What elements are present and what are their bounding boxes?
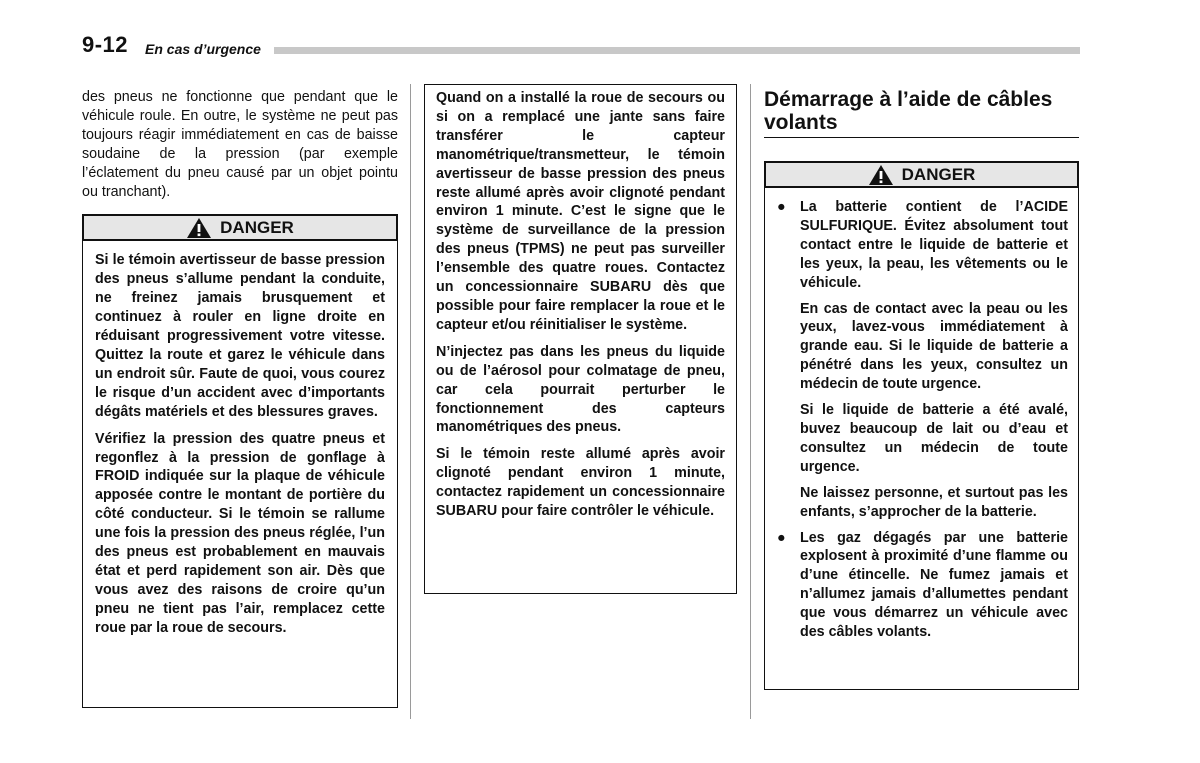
warning-icon (868, 164, 894, 186)
box-paragraph: Quand on a installé la roue de secours ou si on a remplacé une jante sans faire transférer le capteur manométrique/transmetteur, le témoin avertisseur de basse pression des pneus reste allumé après avoir clignoté pendant environ 1 minute. C’est le signe que le système de surveillance de la pression des pneus (TPMS) ne peut pas surveiller l’ensemble des quatre roues. Contactez un concessionnaire SUBARU dès que possible pour faire remplacer la roue et le capteur et/ou réinitialiser le système. (436, 90, 725, 333)
bullet-paragraph: Si le liquide de batterie a été avalé, buvez beaucoup de lait ou d’eau et consultez un médecin de toute urgence. (800, 402, 1068, 475)
bullet-icon: ● (777, 529, 786, 546)
box-paragraph: Si le témoin reste allumé après avoir clignoté pendant environ 1 minute, contactez rapidement un concessionnaire SUBARU pour faire contrôler le véhicule. (436, 446, 725, 520)
section-title: En cas d’urgence (145, 41, 261, 57)
column-1 (82, 88, 398, 708)
header-rule (274, 47, 1080, 54)
bullet-paragraph: Ne laissez personne, et surtout pas les enfants, s’approcher de la batterie. (800, 484, 1068, 520)
danger-bullet-list (773, 198, 1068, 642)
column-3 (764, 88, 1079, 690)
intro-paragraph: des pneus ne fonctionne que pendant que le véhicule roule. En outre, le système ne peut pas toujours réagir immédiatement en cas de baisse soudaine de la pression (par exemple l’éclatement du pneu causé par un objet pointu ou tranchant). (82, 89, 398, 200)
danger-box (82, 241, 398, 708)
column-2 (424, 88, 737, 594)
column-divider (750, 84, 751, 719)
danger-label: DANGER (901, 164, 976, 184)
bullet-paragraph: En cas de contact avec la peau ou les yeux, lavez-vous immédiatement à grande eau. Si le liquide de batterie a pénétré dans les yeux, consultez un médecin de toute urgence. (800, 300, 1068, 393)
page-header (82, 32, 1080, 64)
danger-header (764, 161, 1079, 188)
danger-paragraph: Si le témoin avertisseur de basse pression des pneus s’allume pendant la conduite, ne freinez jamais brusquement et continuez à rouler en ligne droite en réduisant progressivement votre vitesse. Quittez la route et garez le véhicule dans un endroit sûr. Faute de quoi, vous courez le risque d’un accident avec d’importants dégâts matériels et des blessures graves. (95, 252, 385, 420)
danger-paragraph: Vérifiez la pression des quatre pneus et regonflez à la pression de gonflage à FROID indiquée sur la plaque de véhicule apposée contre le montant de portière du côté conducteur. Si le témoin se rallume une fois la pression des pneus réglée, l’un des pneus est probablement en mauvais état et perd rapidement son air. Dès que vous avez des raisons de croire qu’un pneu ne tient pas l’air, remplacez cette roue par la roue de secours. (95, 430, 385, 636)
list-item (773, 529, 1068, 642)
danger-label: DANGER (220, 217, 294, 237)
page-number: 9-12 (82, 32, 129, 57)
list-item (773, 198, 1068, 522)
warning-continuation-box (424, 84, 737, 594)
box-paragraph: N’injectez pas dans les pneus du liquide ou de l’aérosol pour colmatage de pneu, car cela pourrait perturber le fonctionnement des capteurs manométriques des pneus. (436, 343, 725, 436)
danger-box (764, 188, 1079, 690)
bullet-paragraph: Les gaz dégagés par une batterie explosent à proximité d’une flamme ou d’une étincelle. Ne fumez jamais et n’allumez jamais d’allumettes pendant que vous démarrez un véhicule avec des câbles volants. (800, 529, 1068, 641)
warning-icon (186, 217, 212, 239)
bullet-icon: ● (777, 199, 786, 215)
bullet-paragraph: La batterie contient de l’ACIDE SULFURIQUE. Évitez absolument tout contact entre le liquide de batterie et les yeux, la peau, les vêtements ou le véhicule. (800, 199, 1068, 291)
danger-header (82, 214, 398, 241)
column-divider (410, 84, 411, 719)
section-heading: Démarrage à l’aide de câbles volants (764, 88, 1079, 138)
